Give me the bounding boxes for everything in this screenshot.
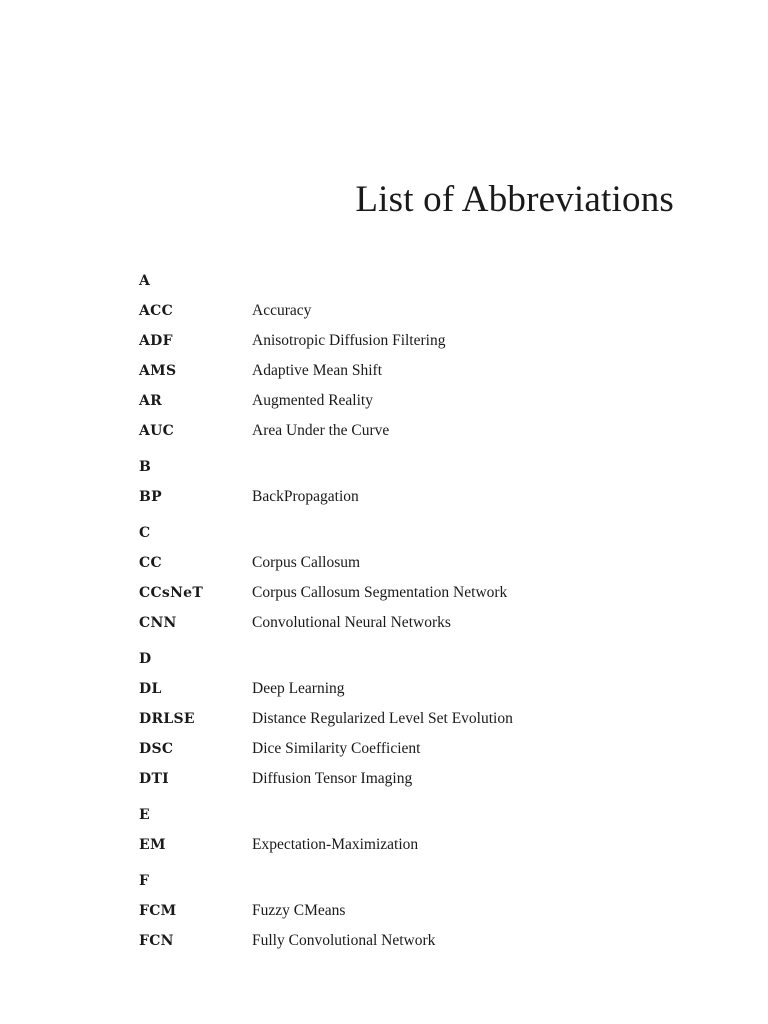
abbreviation-term: FCN	[139, 933, 174, 949]
abbreviation-entry	[139, 326, 659, 356]
abbreviation-term: DTI	[139, 771, 170, 787]
abbreviation-definition: Adaptive Mean Shift	[252, 362, 383, 379]
abbreviation-definition: Diffusion Tensor Imaging	[252, 770, 413, 787]
abbreviation-entry	[139, 926, 659, 956]
abbreviation-definition: Convolutional Neural Networks	[252, 614, 451, 631]
abbreviation-entry	[139, 704, 659, 734]
abbreviation-entry	[139, 548, 659, 578]
section-c	[139, 518, 659, 638]
abbreviation-term: CCsNeT	[139, 585, 204, 601]
abbreviation-entry	[139, 356, 659, 386]
abbreviation-term: EM	[139, 837, 166, 853]
abbreviation-entry	[139, 674, 659, 704]
section-letter: E	[139, 807, 150, 823]
abbreviation-definition: Dice Similarity Coefficient	[252, 740, 421, 757]
abbreviation-entry	[139, 830, 659, 860]
abbreviation-definition: Accuracy	[252, 302, 312, 319]
abbreviation-term: DL	[139, 681, 162, 697]
abbreviation-definition: Augmented Reality	[252, 392, 373, 409]
abbreviation-definition: Fuzzy CMeans	[252, 902, 346, 919]
abbreviation-term: DRLSE	[139, 711, 195, 727]
section-b	[139, 452, 659, 512]
abbreviation-definition: Corpus Callosum Segmentation Network	[252, 584, 508, 601]
abbreviation-entry	[139, 608, 659, 638]
abbreviation-definition: Corpus Callosum	[252, 554, 361, 571]
abbreviation-entry	[139, 764, 659, 794]
section-a	[139, 266, 659, 446]
abbreviation-term: AUC	[139, 423, 175, 439]
section-letter: A	[139, 273, 151, 289]
abbreviation-list	[139, 266, 659, 956]
abbreviation-definition: Expectation-Maximization	[252, 836, 419, 853]
section-letter: F	[139, 873, 150, 889]
abbreviation-definition: Deep Learning	[252, 680, 345, 697]
section-letter: B	[139, 459, 152, 475]
abbreviation-term: BP	[139, 489, 162, 505]
abbreviation-entry	[139, 896, 659, 926]
abbreviation-term: FCM	[139, 903, 177, 919]
abbreviation-term: CC	[139, 555, 162, 571]
page-title: List of Abbreviations	[355, 179, 674, 220]
abbreviation-entry	[139, 482, 659, 512]
abbreviation-term: AMS	[139, 363, 177, 379]
abbreviation-entry	[139, 296, 659, 326]
abbreviation-term: ACC	[139, 303, 174, 319]
abbreviation-definition: Distance Regularized Level Set Evolution	[252, 710, 513, 727]
abbreviation-definition: Anisotropic Diffusion Filtering	[252, 332, 446, 349]
section-d	[139, 644, 659, 794]
abbreviation-entry	[139, 578, 659, 608]
abbreviation-term: AR	[139, 393, 163, 409]
abbreviation-entry	[139, 386, 659, 416]
section-e	[139, 800, 659, 860]
abbreviation-entry	[139, 734, 659, 764]
section-letter: C	[139, 525, 151, 541]
abbreviation-term: DSC	[139, 741, 174, 757]
abbreviation-definition: Fully Convolutional Network	[252, 932, 436, 949]
abbreviation-definition: BackPropagation	[252, 488, 359, 505]
abbreviation-entry	[139, 416, 659, 446]
abbreviation-term: ADF	[139, 333, 173, 349]
section-letter: D	[139, 651, 152, 667]
section-f	[139, 866, 659, 956]
abbreviation-definition: Area Under the Curve	[252, 422, 390, 439]
abbreviation-term: CNN	[139, 615, 177, 631]
